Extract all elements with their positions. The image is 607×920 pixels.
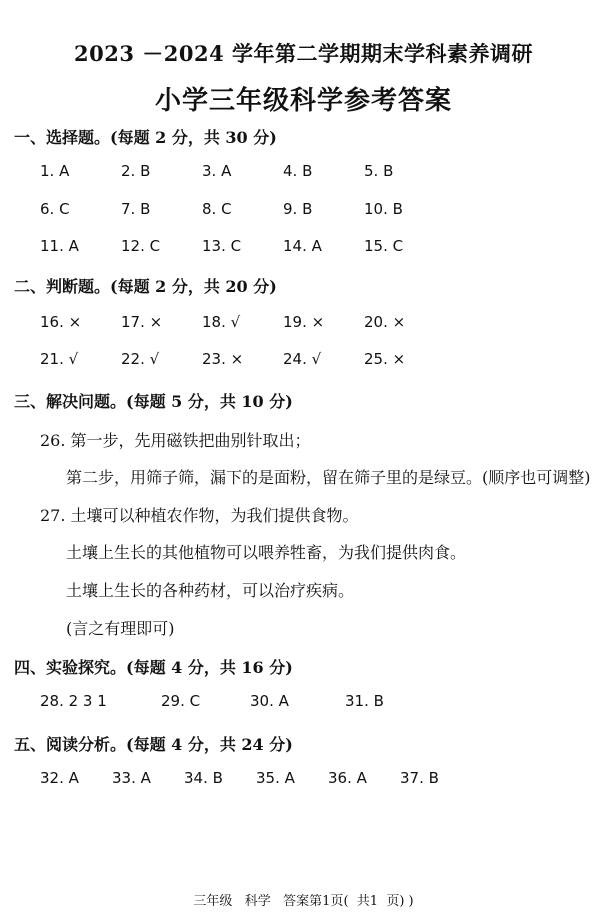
section-1-heading: 一、选择题。(每题 2 分，共 30 分) [14,128,277,147]
answer-item: 34. B [184,769,223,787]
grading-note: (言之有理即可) [66,619,175,638]
answer-item: 30. A [250,692,289,710]
answer-item: 6. C [40,200,70,218]
answer-item: 35. A [256,769,295,787]
answer-item: 10. B [364,200,403,218]
answer-item: 3. A [202,162,232,180]
answer-item: 19. × [283,313,325,331]
answer-item: 31. B [345,692,384,710]
section-2-heading: 二、判断题。(每题 2 分，共 20 分) [14,277,277,296]
answer-item: 1. A [40,162,70,180]
answer-row [0,769,607,791]
answer-item: 22. √ [121,350,160,368]
answer-item: 29. C [161,692,201,710]
answer-row [0,237,607,259]
section-4-heading: 四、实验探究。(每题 4 分，共 16 分) [14,658,293,677]
answer-item: 36. A [328,769,367,787]
answer-item: 13. C [202,237,242,255]
answer-item: 18. √ [202,313,241,331]
answer-26-step2: 第二步，用筛子筛，漏下的是面粉，留在筛子里的是绿豆。(顺序也可调整) [66,468,591,487]
answer-key-title: 小学三年级科学参考答案 [154,86,452,116]
answer-item: 17. × [121,313,163,331]
answer-item: 9. B [283,200,313,218]
answer-item: 28. 2 3 1 [40,692,107,710]
exam-title: 2023 －2024 学年第二学期期末学科素养调研 [73,41,533,66]
answer-item: 14. A [283,237,322,255]
answer-27-line3: 土壤上生长的各种药材，可以治疗疾病。 [66,581,355,600]
answer-27-line1: 27. 土壤可以种植农作物，为我们提供食物。 [40,506,359,525]
section-5-heading: 五、阅读分析。(每题 4 分，共 24 分) [14,735,293,754]
answer-item: 16. × [40,313,82,331]
answer-row [0,350,607,372]
answer-item: 5. B [364,162,394,180]
answer-item: 2. B [121,162,151,180]
answer-item: 8. C [202,200,232,218]
answer-row [0,692,607,714]
page-footer: 三年级 科学 答案第1页( 共1 页) ) [193,894,414,909]
answer-26-step1: 26. 第一步，先用磁铁把曲别针取出； [40,431,311,450]
answer-item: 20. × [364,313,406,331]
answer-row [0,200,607,222]
answer-item: 11. A [40,237,79,255]
answer-item: 33. A [112,769,151,787]
answer-item: 12. C [121,237,161,255]
answer-item: 4. B [283,162,313,180]
answer-row [0,162,607,184]
answer-item: 23. × [202,350,244,368]
answer-item: 24. √ [283,350,322,368]
answer-item: 15. C [364,237,404,255]
answer-item: 21. √ [40,350,79,368]
answer-27-line2: 土壤上生长的其他植物可以喂养牲畜，为我们提供肉食。 [66,543,467,562]
answer-row [0,313,607,335]
section-3-heading: 三、解决问题。(每题 5 分，共 10 分) [14,392,293,411]
answer-item: 32. A [40,769,79,787]
answer-item: 25. × [364,350,406,368]
answer-item: 7. B [121,200,151,218]
answer-item: 37. B [400,769,439,787]
